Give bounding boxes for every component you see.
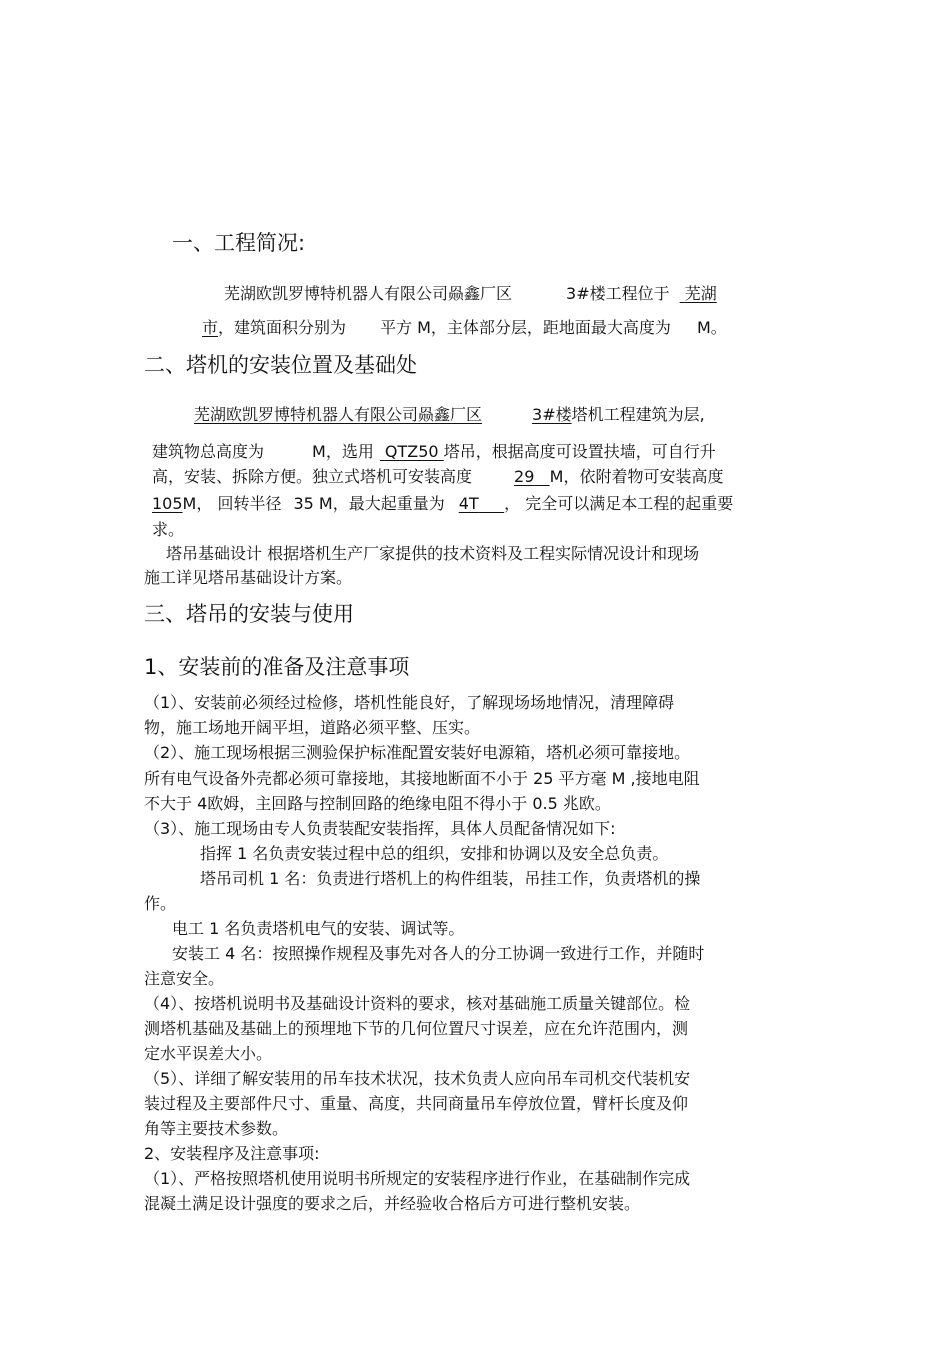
section-3-subheading-1: 1、安装前的准备及注意事项 [144,655,410,679]
body-line: 指挥 1 名负责安装过程中总的组织，安排和协调以及安全总负责。 [200,844,669,863]
body-line: 电工 1 名负责塔机电气的安装、调试等。 [172,919,465,938]
body-line: 作。 [144,894,177,913]
body-line: （5）、详细了解安装用的吊车技术状况，技术负责人应向吊车司机交代装机安 [144,1069,691,1088]
section-1-paragraph-line-1 [224,283,717,305]
floor-height-label: 平方 M，主体部分层，距地面最大高度为 [380,318,671,337]
section-2-line-7: 施工详见塔吊基础设计方案。 [144,568,353,587]
section-2-line-5: 求。 [152,520,185,539]
section-2-line-6: 塔吊基础设计 根据塔机生产厂家提供的技术资料及工程实际情况设计和现场 [166,544,700,563]
project-name-2: 芜湖欧凯罗博特机器人有限公司赑鑫厂区 3#楼 [194,405,572,424]
body-line: 注意安全。 [144,969,225,988]
attached-height-label: M，依附着物可安装高度 [549,467,724,486]
location-label: 工程位于 [605,284,670,303]
project-name: 芜湖欧凯罗博特机器人有限公司赑鑫厂区 [224,284,513,303]
capacity-statement: ， 完全可以满足本工程的起重要 [504,494,734,513]
body-line: （3）、施工现场由专人负责装配安装指挥，具体人员配备情况如下: [144,819,616,838]
body-line: 测塔机基础及基础上的预埋地下节的几何位置尺寸误差，应在允许范围内，测 [144,1019,689,1038]
body-line: 混凝土满足设计强度的要求之后，并经验收合格后方可进行整机安装。 [144,1194,641,1213]
crane-model: QTZ50 [384,442,439,461]
height-unit: M。 [696,318,727,337]
body-line: 装过程及主要部件尺寸、重量、高度，共同商量吊车停放位置，臂杆长度及仰 [144,1094,689,1113]
attached-height-value: 105 [152,494,183,513]
section-3-heading: 三、塔吊的安装与使用 [144,602,354,626]
section-2-line-4 [152,493,733,515]
select-label: M，选用 [312,442,374,461]
building-number: 3#楼 [566,284,606,303]
section-1-paragraph-line-2 [202,317,727,339]
crane-desc: 塔吊，根据高度可设置扶墙，可自行升 [443,442,716,461]
section-2-heading: 二、塔机的安装位置及基础处 [144,353,417,377]
body-line: （1）、严格按照塔机使用说明书所规定的安装程序进行作业，在基础制作完成 [144,1169,691,1188]
body-line: 定水平误差大小。 [144,1044,273,1063]
max-load-value: 4T [458,494,479,513]
body-line: （2）、施工现场根据三测验保护标准配置安装好电源箱，塔机必须可靠接地。 [144,743,691,762]
section-1-heading: 一、工程简况: [172,231,306,255]
body-line: 物，施工场地开阔平坦，道路必须平整、压实。 [144,718,481,737]
area-label: ，建筑面积分别为 [218,318,347,337]
total-height-label: 建筑物总高度为 [152,442,265,461]
body-line: （4）、按塔机说明书及基础设计资料的要求，核对基础施工质量关键部位。检 [144,994,691,1013]
body-line: 塔吊司机 1 名：负责进行塔机上的构件组装，吊挂工作，负责塔机的操 [200,869,701,888]
freestanding-height-value: 29 [514,467,535,486]
radius-value: 35 M，最大起重量为 [293,494,445,513]
city-name-part-2: 市 [202,318,219,337]
body-line: 不大于 4欧姆，主回路与控制回路的绝缘电阻不得小于 0.5 兆欧。 [144,794,611,813]
radius-label: M， 回转半径 [182,494,282,513]
crane-building-label: 塔机工程建筑为层, [571,405,705,424]
body-line: 安装工 4 名：按照操作规程及事先对各人的分工协调一致进行工作，并随时 [172,944,705,963]
section-2-line-1 [194,404,705,426]
section-3-subheading-2: 2、安装程序及注意事项: [144,1144,320,1163]
city-name-part-1: 芜湖 [684,284,717,303]
section-2-line-3 [152,466,723,488]
body-line: 所有电气设备外壳都必须可靠接地，其接地断面不小于 25 平方毫 M ,接地电阻 [144,769,700,788]
freestanding-height-label: 高，安装、拆除方便。独立式塔机可安装高度 [152,467,473,486]
body-line: 角等主要技术参数。 [144,1119,289,1138]
body-line: （1）、安装前必须经过检修，塔机性能良好，了解现场场地情况，清理障碍 [144,693,675,712]
section-2-line-2 [152,441,716,463]
